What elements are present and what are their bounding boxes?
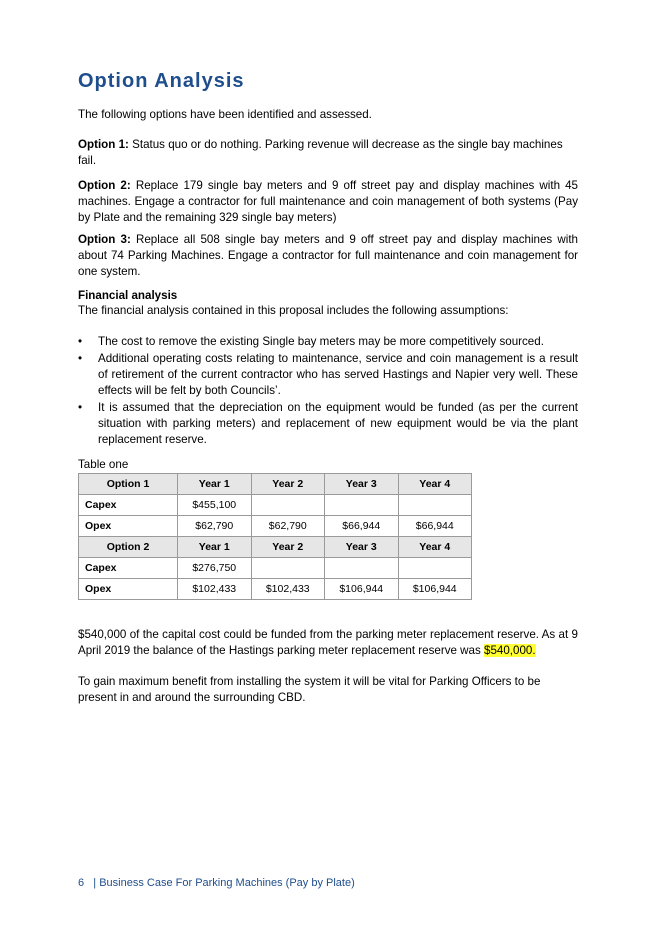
row-label: Capex — [79, 558, 178, 579]
table-caption: Table one — [78, 458, 129, 471]
option-3 — [78, 232, 578, 280]
table-row — [79, 558, 472, 579]
funding-paragraph — [78, 627, 578, 659]
highlighted-amount: $540,000. — [484, 644, 536, 657]
financial-table — [78, 473, 472, 600]
bullet-icon: • — [78, 335, 83, 348]
table-row — [79, 495, 472, 516]
list-item-text: The cost to remove the existing Single bay meters may be more competitively sourced. — [98, 335, 544, 348]
table-row — [79, 516, 472, 537]
option-1-label: Option 1: — [78, 138, 129, 151]
table-cell: $106,944 — [398, 579, 472, 600]
table-header-cell: Year 1 — [178, 474, 252, 495]
page-title: Option Analysis — [78, 70, 245, 92]
option-3-label: Option 3: — [78, 233, 131, 246]
option-1-text: Status quo or do nothing. Parking revenue will decrease as the single bay machines fail. — [78, 138, 563, 167]
table-cell: $66,944 — [398, 516, 472, 537]
table-row — [79, 579, 472, 600]
table-cell: $102,433 — [178, 579, 252, 600]
table-cell — [251, 558, 325, 579]
funding-text: $540,000 of the capital cost could be funded from the parking meter replacement reserve. As at 9 April 2019 the balance of the Hastings parking meter replacement reserve was — [78, 628, 578, 657]
table-cell — [325, 495, 399, 516]
row-label: Opex — [79, 579, 178, 600]
table-cell — [398, 558, 472, 579]
option-3-text: Replace all 508 single bay meters and 9 off street pay and display machines with about 74 Parking Machines. Engage a contractor for full maintenance and coin management for one system. — [78, 233, 578, 278]
list-item-text: Additional operating costs relating to maintenance, service and coin management is a result of retirement of the current contractor who has served Hastings and Napier very well. These effects will be felt by both Councils’. — [98, 352, 578, 397]
intro-text: The following options have been identified and assessed. — [78, 108, 372, 121]
table-cell: $106,944 — [325, 579, 399, 600]
table-header-cell: Year 2 — [251, 474, 325, 495]
table-header-cell: Year 3 — [325, 474, 399, 495]
table-header-cell: Option 1 — [79, 474, 178, 495]
table-cell: $62,790 — [178, 516, 252, 537]
list-item-text: It is assumed that the depreciation on the equipment would be funded (as per the current situation with parking meters) and replacement of new equipment would be via the plant replacement reserve. — [98, 401, 578, 446]
table-cell — [325, 558, 399, 579]
table-header-row — [79, 537, 472, 558]
row-label: Capex — [79, 495, 178, 516]
list-item — [78, 334, 578, 350]
option-2-label: Option 2: — [78, 179, 131, 192]
bullet-icon: • — [78, 401, 83, 414]
page-footer — [78, 877, 355, 889]
table-header-cell: Year 2 — [251, 537, 325, 558]
table-header-cell: Year 4 — [398, 474, 472, 495]
assumptions-list — [78, 334, 578, 449]
option-2 — [78, 178, 578, 226]
option-2-text: Replace 179 single bay meters and 9 off street pay and display machines with 45 machines. Engage a contractor for full maintenance and coin management of both systems (Pay by Plate and the remaining 329 single bay meters) — [78, 179, 578, 224]
financial-heading: Financial analysis — [78, 289, 178, 302]
benefit-paragraph: To gain maximum benefit from installing the system it will be vital for Parking Officers to be present in and around the surrounding CBD. — [78, 675, 541, 704]
row-label: Opex — [79, 516, 178, 537]
table-cell: $66,944 — [325, 516, 399, 537]
list-item — [78, 351, 578, 399]
financial-intro: The financial analysis contained in this proposal includes the following assumptions: — [78, 304, 509, 317]
table-header-row — [79, 474, 472, 495]
table-cell: $276,750 — [178, 558, 252, 579]
option-1 — [78, 137, 578, 169]
table-cell: $62,790 — [251, 516, 325, 537]
table-cell — [398, 495, 472, 516]
bullet-icon: • — [78, 352, 83, 365]
page-number: 6 — [78, 877, 85, 889]
list-item — [78, 400, 578, 448]
table-header-cell: Year 1 — [178, 537, 252, 558]
footer-title: | Business Case For Parking Machines (Pay by Plate) — [93, 877, 355, 889]
table-cell — [251, 495, 325, 516]
table-header-cell: Option 2 — [79, 537, 178, 558]
table-cell: $455,100 — [178, 495, 252, 516]
table-cell: $102,433 — [251, 579, 325, 600]
table-header-cell: Year 3 — [325, 537, 399, 558]
table-header-cell: Year 4 — [398, 537, 472, 558]
